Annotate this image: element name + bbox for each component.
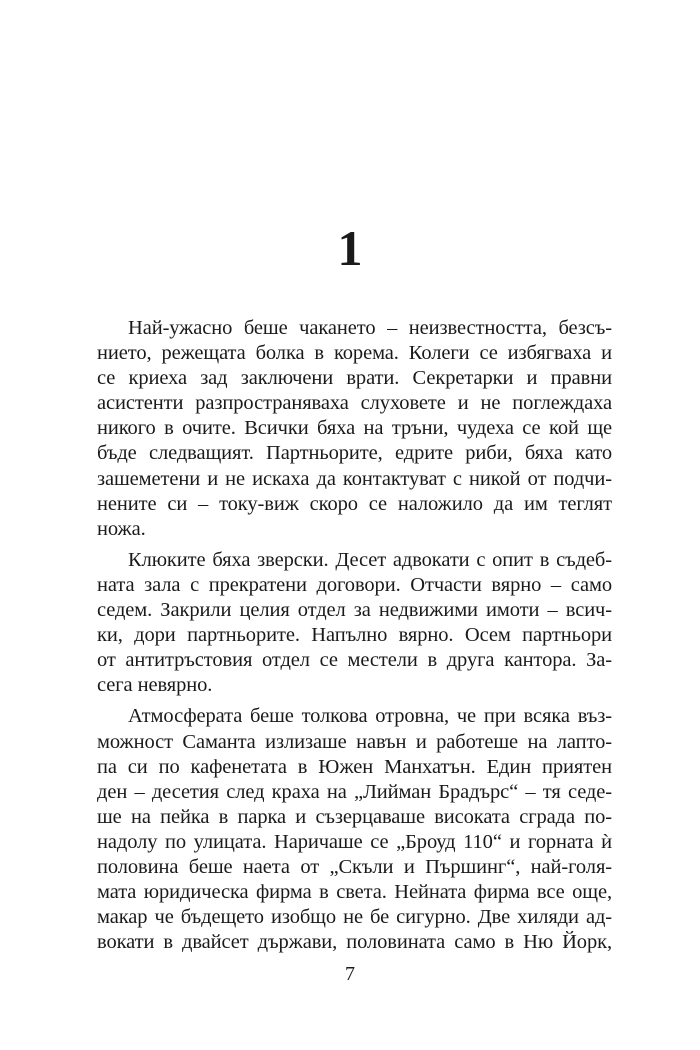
text-line: макар че бъдещето изобщо не бе сигурно. Две хиляди ад- <box>97 906 612 929</box>
text-line: нието, режещата болка в корема. Колеги се избягваха и <box>97 342 612 365</box>
text-line: от антитръстовия отдел се местели в друга кантора. За- <box>97 649 612 672</box>
text-line: бъде следващият. Партньорите, едрите риби, бяха като <box>97 442 612 465</box>
body-text <box>97 316 612 955</box>
text-line: ше на пейка в парка и съзерцаваше високата сграда по- <box>97 805 612 828</box>
text-line: Клюките бяха зверски. Десет адвокати с опит в съдеб- <box>128 548 612 571</box>
paragraph-2 <box>97 548 612 699</box>
text-line: ната зала с прекратени договори. Отчасти вярно – само <box>97 573 612 596</box>
text-line: па си по кафенетата в Южен Манхатън. Един приятен <box>97 755 612 778</box>
text-line: мата юридическа фирма в света. Нейната фирма все още, <box>97 881 612 904</box>
text-line: седем. Закрили целия отдел за недвижими имоти – всич- <box>97 599 612 622</box>
page-number: 7 <box>345 963 355 985</box>
text-line: асистенти разпространяваха слуховете и не поглеждаха <box>97 392 612 415</box>
paragraph-1 <box>97 316 612 542</box>
text-line: никого в очите. Всички бяха на тръни, чудеха се кой ще <box>97 417 612 440</box>
chapter-number: 1 <box>337 220 363 276</box>
text-line: ки, дори партньорите. Напълно вярно. Осем партньори <box>97 624 612 647</box>
text-line: вокати в двайсет държави, половината само в Ню Йорк, <box>97 931 612 954</box>
text-line: Атмосферата беше толкова отровна, че при всяка въз- <box>128 705 612 728</box>
text-line: половина беше наета от „Скъли и Пършинг“, най-голя- <box>97 855 612 878</box>
text-line: сега невярно. <box>97 674 213 697</box>
text-line: нените си – току-виж скоро се наложило да им теглят <box>97 492 612 515</box>
text-line: Най-ужасно беше чакането – неизвестността, безсъ- <box>128 317 612 339</box>
text-line: се криеха зад заключени врати. Секретарки и правни <box>97 367 612 390</box>
text-line: зашеметени и не искаха да контактуват с никой от подчи- <box>97 467 612 490</box>
text-line: ножа. <box>97 517 146 540</box>
paragraph-3 <box>97 704 612 955</box>
text-line: ден – десетия след краха на „Лийман Брадърс“ – тя седе- <box>97 780 612 803</box>
text-line: можност Саманта излизаше навън и работеше на лапто- <box>97 730 612 753</box>
text-line: надолу по улицата. Наричаше се „Броуд 110“ и горната ѝ <box>97 830 612 853</box>
